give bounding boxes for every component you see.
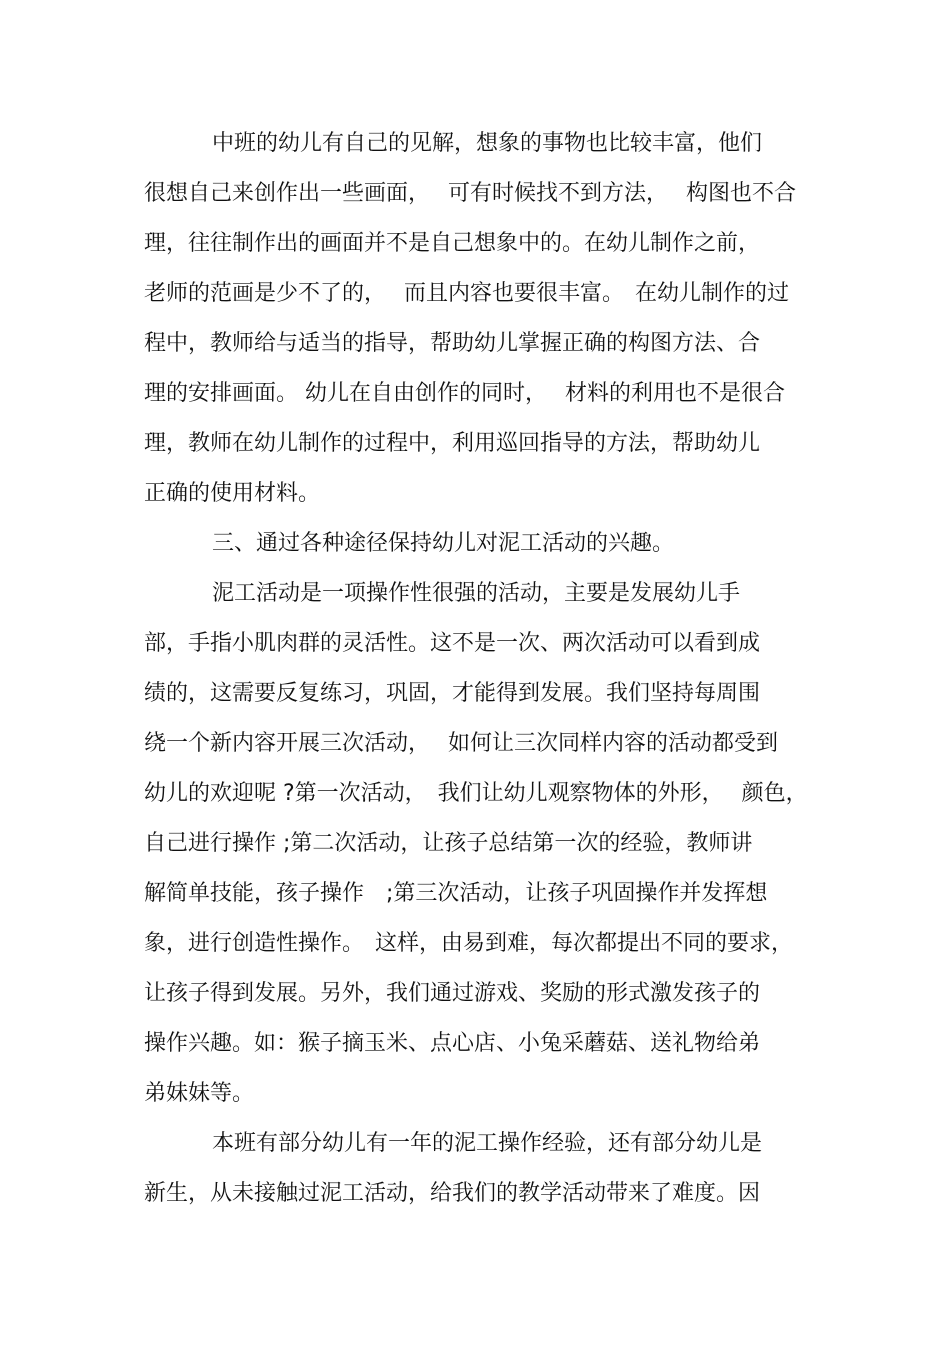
text-line: 象，进行创造性操作。 这样，由易到难，每次都提出不同的要求，: [144, 931, 794, 956]
text-line: 部，手指小肌肉群的灵活性。这不是一次、两次活动可以看到成: [144, 631, 761, 656]
text-line: 绩的，这需要反复练习，巩固，才能得到发展。我们坚持每周围: [144, 681, 761, 706]
text-line: 理的安排画面。 幼儿在自由创作的同时， 材料的利用也不是很合: [144, 381, 785, 406]
text-line: 本班有部分幼儿有一年的泥工操作经验，还有部分幼儿是: [212, 1131, 763, 1156]
text-line: 理，教师在幼儿制作的过程中，利用巡回指导的方法，帮助幼儿: [144, 431, 761, 456]
text-line: 正确的使用材料。: [144, 481, 321, 506]
text-line: 弟妹妹等。: [144, 1081, 255, 1106]
text-line: 中班的幼儿有自己的见解，想象的事物也比较丰富，他们: [212, 131, 763, 156]
text-line: 绕一个新内容开展三次活动， 如何让三次同样内容的活动都受到: [144, 731, 778, 756]
text-line: 让孩子得到发展。另外，我们通过游戏、奖励的形式激发孩子的: [144, 981, 761, 1006]
text-line: 操作兴趣。如：猴子摘玉米、点心店、小兔采蘑菇、送礼物给弟: [144, 1031, 761, 1056]
text-line: 程中，教师给与适当的指导，帮助幼儿掌握正确的构图方法、合: [144, 331, 761, 356]
heading-line: 三、通过各种途径保持幼儿对泥工活动的兴趣。: [212, 531, 675, 556]
text-line: 新生，从未接触过泥工活动，给我们的教学活动带来了难度。因: [144, 1181, 761, 1206]
text-line: 幼儿的欢迎呢 ?第一次活动， 我们让幼儿观察物体的外形， 颜色，: [144, 781, 808, 806]
text-line: 理，往往制作出的画面并不是自己想象中的。在幼儿制作之前，: [144, 231, 761, 256]
text-line: 解简单技能，孩子操作 ;第三次活动，让孩子巩固操作并发挥想: [144, 881, 768, 906]
text-line: 自己进行操作 ;第二次活动，让孩子总结第一次的经验，教师讲: [144, 831, 753, 856]
text-line: 很想自己来创作出一些画面， 可有时候找不到方法， 构图也不合: [144, 181, 796, 206]
text-line: 老师的范画是少不了的， 而且内容也要很丰富。 在幼儿制作的过: [144, 281, 789, 306]
text-line: 泥工活动是一项操作性很强的活动，主要是发展幼儿手: [212, 581, 741, 606]
